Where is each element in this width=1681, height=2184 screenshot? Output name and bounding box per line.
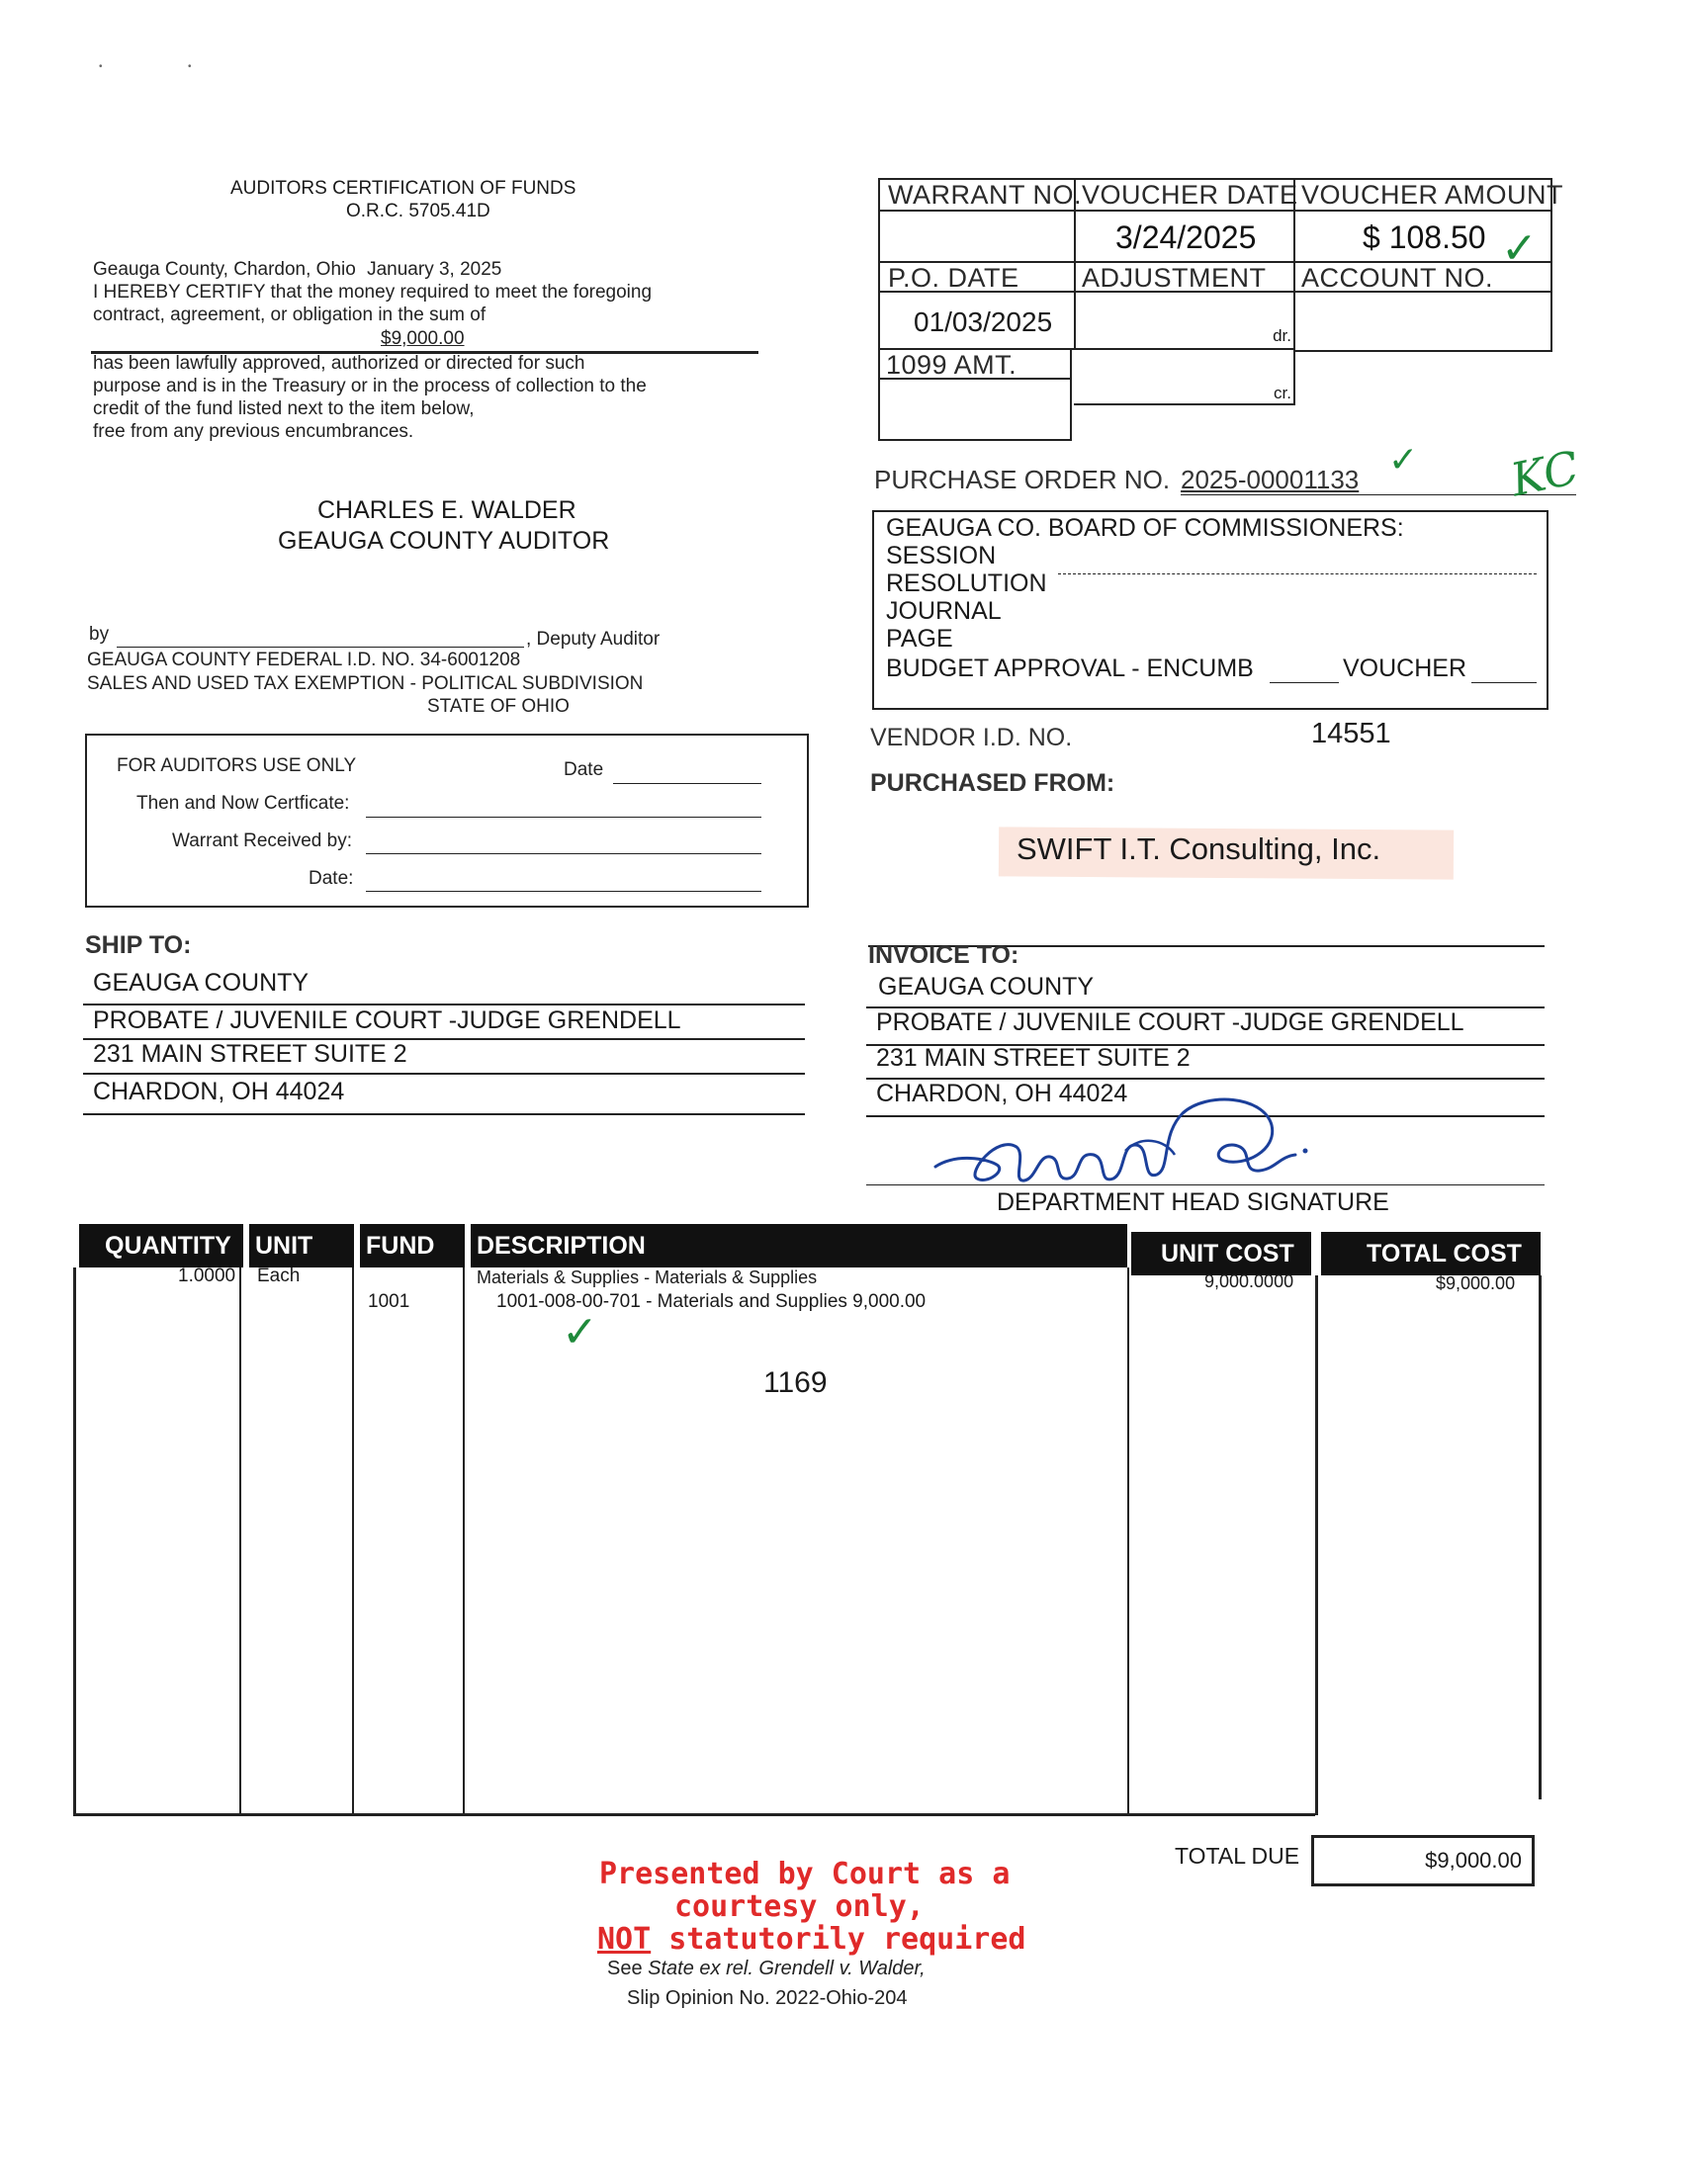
table-row-total-cost: $9,000.00 (1436, 1273, 1516, 1293)
column-divider (1315, 1275, 1318, 1815)
ship-to-label: SHIP TO: (85, 931, 192, 959)
purchased-from-label: PURCHASED FROM: (870, 769, 1115, 797)
invoice-to-line: 231 MAIN STREET SUITE 2 (876, 1044, 1191, 1072)
cert-line3: contract, agreement, or obligation in the sum of (93, 305, 487, 325)
cert-orc: O.R.C. 5705.41D (346, 201, 490, 221)
cert-title: AUDITORS CERTIFICATION OF FUNDS (230, 178, 576, 199)
board-page: PAGE (886, 625, 953, 653)
1099-header: 1099 AMT. (878, 348, 1072, 380)
table-row-quantity: 1.0000 (178, 1266, 236, 1286)
scan-mark: • (188, 61, 192, 72)
table-row-description-2: 1001-008-00-701 - Materials and Supplies 9,000.00 (496, 1291, 927, 1312)
table-row-description-1: Materials & Supplies - Materials & Supplies (477, 1267, 818, 1287)
po-date-header: P.O. DATE (878, 261, 1076, 293)
account-no-cell (1293, 291, 1552, 352)
auditors-use-date-label: Date (564, 759, 604, 780)
signature-label: DEPARTMENT HEAD SIGNATURE (997, 1188, 1389, 1216)
adjustment-dr-cell: dr. (1074, 291, 1295, 350)
cert-line6: credit of the fund listed next to the item below, (93, 398, 475, 419)
court-note-line2: courtesy only, (674, 1889, 925, 1924)
voucher-amount-check-icon: ✓ (1501, 224, 1538, 273)
board-resolution-line (1058, 573, 1537, 574)
total-due-box (1311, 1835, 1535, 1886)
voucher-amount-header: VOUCHER AMOUNT (1293, 178, 1552, 212)
adjustment-header: ADJUSTMENT (1074, 261, 1295, 293)
cert-line4: has been lawfully approved, authorized or directed for such (93, 353, 585, 374)
board-voucher-line (1471, 682, 1537, 683)
col-header-quantity: QUANTITY (79, 1224, 243, 1267)
col-header-fund: FUND (360, 1224, 465, 1267)
table-left-border (73, 1267, 76, 1815)
voucher-date-header: VOUCHER DATE (1074, 178, 1295, 212)
column-divider (1127, 1267, 1129, 1815)
table-row-fund: 1001 (368, 1291, 410, 1312)
ship-to-line: CHARDON, OH 44024 (93, 1078, 345, 1105)
tax-exempt: SALES AND USED TAX EXEMPTION - POLITICAL SUBDIVISION (87, 673, 644, 694)
total-due-value: $9,000.00 (1425, 1848, 1522, 1873)
court-note-line1: Presented by Court as a (599, 1857, 1011, 1891)
auditors-use-title: FOR AUDITORS USE ONLY (117, 755, 357, 776)
warrant-no-header: WARRANT NO. (878, 178, 1076, 212)
col-header-description: DESCRIPTION (471, 1224, 1127, 1267)
ship-to-line: 231 MAIN STREET SUITE 2 (93, 1040, 407, 1068)
invoice-to-line: GEAUGA COUNTY (878, 973, 1095, 1001)
1099-cell (878, 378, 1072, 441)
board-title: GEAUGA CO. BOARD OF COMMISSIONERS: (886, 514, 1404, 542)
court-note-line3: NOT statutorily required (597, 1922, 1026, 1957)
col-header-unit: UNIT (249, 1224, 354, 1267)
voucher-amount-cell: $ 108.50 (1293, 210, 1552, 263)
items-table-body (71, 1267, 1543, 1815)
invoice-to-label: INVOICE TO: (868, 941, 1019, 969)
board-box (872, 510, 1548, 710)
auditor-name: CHARLES E. WALDER (317, 496, 576, 524)
warrant-no-cell (878, 210, 1076, 263)
warrant-received-line (366, 853, 761, 854)
deputy-label: , Deputy Auditor (526, 629, 661, 650)
invoice-to-line: CHARDON, OH 44024 (876, 1080, 1128, 1107)
court-note-citation: See State ex rel. Grendell v. Walder, (607, 1958, 926, 1979)
col-header-total-cost: TOTAL COST (1321, 1232, 1541, 1275)
cert-line2: I HEREBY CERTIFY that the money required to meet the foregoing (93, 282, 653, 303)
then-now-line (366, 817, 761, 818)
board-encumb-line (1270, 682, 1339, 683)
vendor-id: 14551 (1311, 718, 1391, 749)
cert-date: January 3, 2025 (367, 259, 502, 280)
cert-line5: purpose and is in the Treasury or in the process of collection to the (93, 376, 647, 396)
court-note-slip-opinion: Slip Opinion No. 2022-Ohio-204 (627, 1987, 908, 2009)
board-budget: BUDGET APPROVAL - ENCUMB (886, 655, 1254, 682)
po-check-icon: ✓ (1388, 439, 1419, 480)
po-label: PURCHASE ORDER NO. (874, 465, 1171, 494)
warrant-received-label: Warrant Received by: (172, 830, 352, 851)
ship-to-line: PROBATE / JUVENILE COURT -JUDGE GRENDELL (93, 1006, 681, 1034)
auditor-title: GEAUGA COUNTY AUDITOR (278, 527, 610, 555)
po-date-cell: 01/03/2025 (878, 291, 1076, 350)
ship-to-rule (83, 1113, 805, 1115)
then-now-label: Then and Now Certficate: (136, 793, 350, 814)
total-due-label: TOTAL DUE (1175, 1843, 1300, 1869)
state-label: STATE OF OHIO (427, 696, 570, 717)
column-divider (239, 1267, 241, 1815)
signature-rule (866, 1184, 1545, 1185)
table-right-border (1539, 1275, 1542, 1799)
description-check-icon: ✓ (562, 1308, 598, 1356)
auditors-use-date2-line (366, 891, 761, 892)
scan-mark: • (99, 61, 103, 72)
cert-line1: Geauga County, Chardon, Ohio January 3, 2025 (93, 259, 502, 280)
table-bottom-border (73, 1813, 1315, 1816)
board-session: SESSION (886, 542, 997, 569)
vendor-id-label: VENDOR I.D. NO. (870, 724, 1073, 751)
vendor-name: SWIFT I.T. Consulting, Inc. (1017, 831, 1381, 866)
column-divider (352, 1267, 354, 1815)
deputy-signature-line (117, 647, 524, 648)
ship-to-rule (83, 1004, 805, 1005)
cert-sum: $9,000.00 (381, 328, 465, 349)
po-number: 2025-00001133 (1181, 465, 1360, 494)
voucher-date-cell: 3/24/2025 (1074, 210, 1295, 263)
board-voucher: VOUCHER (1343, 655, 1467, 682)
board-journal: JOURNAL (886, 597, 1002, 625)
board-resolution: RESOLUTION (886, 569, 1047, 597)
invoice-to-line: PROBATE / JUVENILE COURT -JUDGE GRENDELL (876, 1008, 1464, 1036)
auditors-use-box (85, 734, 809, 908)
adjustment-cr-cell: cr. (1074, 348, 1295, 405)
cert-line7: free from any previous encumbrances. (93, 421, 414, 442)
ship-to-line: GEAUGA COUNTY (93, 969, 310, 997)
col-header-unit-cost: UNIT COST (1131, 1232, 1311, 1275)
auditors-use-date-line (613, 783, 761, 784)
column-divider (463, 1267, 465, 1815)
ship-to-rule (83, 1073, 805, 1075)
table-row-unit: Each (257, 1266, 301, 1286)
note-number: 1169 (763, 1366, 828, 1399)
initials-mark: KC (1506, 440, 1584, 507)
auditors-use-date2-label: Date: (309, 868, 354, 889)
table-row-unit-cost: 9,000.0000 (1204, 1271, 1294, 1291)
account-no-header: ACCOUNT NO. (1293, 261, 1552, 293)
federal-id: GEAUGA COUNTY FEDERAL I.D. NO. 34-6001208 (87, 650, 521, 670)
by-label: by (89, 624, 110, 645)
